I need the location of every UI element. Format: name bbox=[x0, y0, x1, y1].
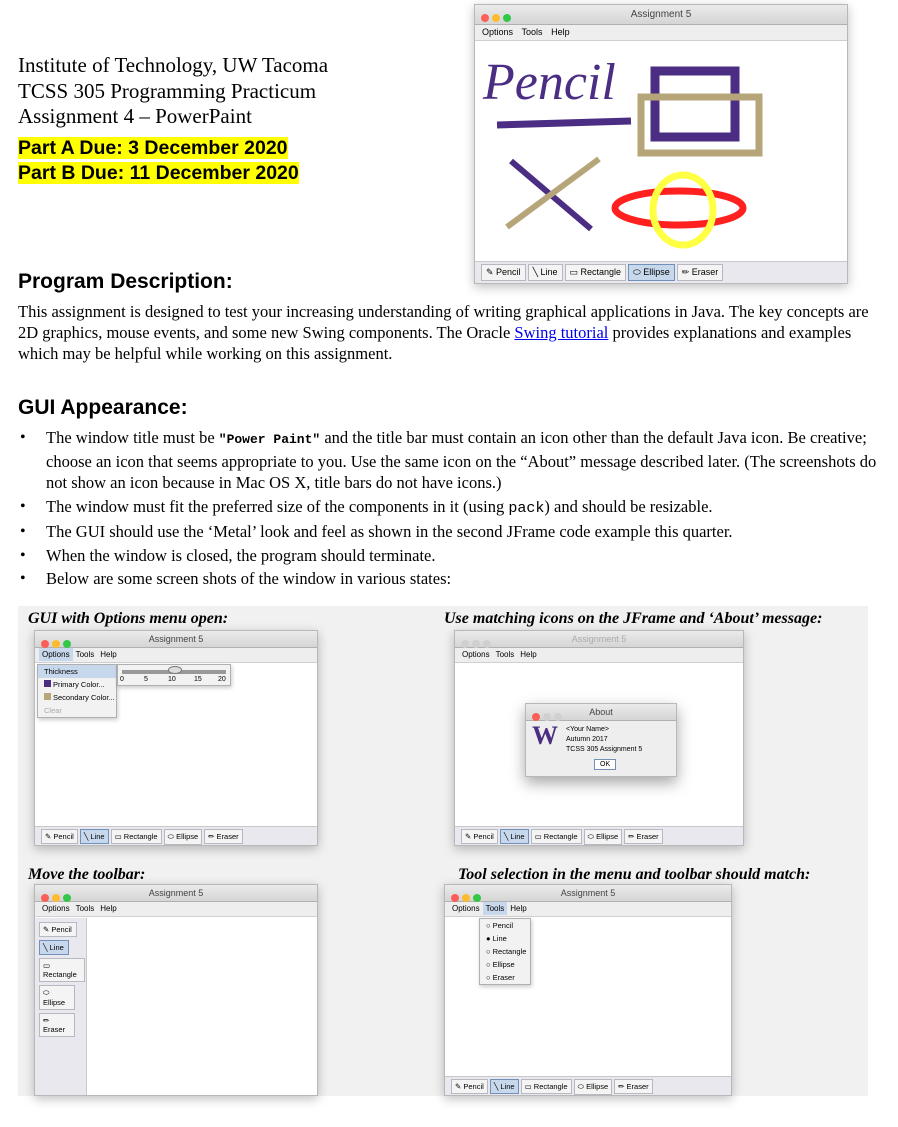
example-options-window: Assignment 5 Options Tools Help Thickness Primary Color... Secondary Color... Clear 0 5 10 15 20 ✎ Pencil ╲ Line ▭ Rectangle ⬭ Ellipse ✏ Eraser bbox=[34, 630, 318, 846]
purple-rectangle bbox=[655, 71, 735, 137]
list-item: • The window must fit the preferred size of the components in it (using pack) and should be resizable. bbox=[18, 496, 878, 520]
assignment-line: Assignment 4 – PowerPaint bbox=[18, 104, 252, 128]
menu-options[interactable]: Options bbox=[482, 27, 514, 37]
caption-options-menu: GUI with Options menu open: bbox=[28, 610, 229, 627]
part-a-due: Part A Due: 3 December 2020 bbox=[18, 136, 288, 159]
radio-eraser[interactable]: ○ Eraser bbox=[486, 973, 515, 982]
institute-line: Institute of Technology, UW Tacoma bbox=[18, 53, 329, 77]
part-b-due: Part B Due: 11 December 2020 bbox=[18, 161, 299, 184]
about-dialog bbox=[525, 703, 677, 777]
drawing-canvas[interactable] bbox=[475, 41, 847, 263]
menu-item-primary-color[interactable]: Primary Color... bbox=[38, 678, 116, 691]
radio-pencil[interactable]: ○ Pencil bbox=[486, 921, 514, 930]
powerpaint-window-screenshot bbox=[474, 4, 848, 284]
tool-bar bbox=[475, 261, 847, 283]
yellow-ellipse bbox=[653, 175, 713, 245]
list-item: • The GUI should use the ‘Metal’ look and feel as shown in the second JFrame code example this quarter. bbox=[18, 521, 878, 543]
menu-bar bbox=[475, 25, 847, 41]
caption-move-toolbar: Move the toolbar: bbox=[28, 866, 146, 883]
radio-line[interactable]: ● Line bbox=[486, 934, 507, 943]
tool-eraser-button[interactable]: ✏ Eraser bbox=[677, 264, 724, 281]
example-tools-menu-window: Assignment 5 Options Tools Help ○ Pencil ● Line ○ Rectangle ○ Ellipse ○ Eraser ✎ Pencil ╲ Line ▭ Rectangle ⬭ Ellipse ✏ Eraser bbox=[444, 884, 732, 1096]
document-header bbox=[18, 53, 458, 186]
radio-rectangle[interactable]: ○ Rectangle bbox=[486, 947, 527, 956]
caption-matching-icons: Use matching icons on the JFrame and ‘About’ message: bbox=[444, 610, 823, 627]
example-about-window: Assignment 5 Options Tools Help About W <Your Name> Autumn 2017 TCSS 305 Assignment 5 OK ✎ Pencil ╲ Line ▭ Rectangle ⬭ Ellipse ✏ Eraser bbox=[454, 630, 744, 846]
gui-appearance-heading: GUI Appearance: bbox=[18, 396, 188, 419]
gui-requirements-list bbox=[18, 427, 878, 592]
program-description-text: This assignment is designed to test your increasing understanding of writing graphical applications in Java. The key concepts are 2D graphics, mouse events, and some new Swing components. The Oracle Swing tutorial provides explanations and examples which may be helpful while working on this assignment. bbox=[18, 302, 869, 363]
course-line: TCSS 305 Programming Practicum bbox=[18, 78, 317, 103]
list-item: • The window title must be "Power Paint" and the title bar must contain an icon other than the default Java icon. Be creative; choose an icon that seems appropriate to you. Use the same icon on the “About” message described later. (The screenshots do not show an icon because in Mac OS X, title bars do not have icons.) bbox=[18, 427, 878, 494]
options-dropdown bbox=[37, 664, 117, 718]
slider-thumb[interactable] bbox=[168, 666, 182, 674]
menu-item-secondary-color[interactable]: Secondary Color... bbox=[38, 691, 116, 704]
tool-line-button[interactable]: ╲ Line bbox=[528, 264, 563, 281]
caption-tool-selection: Tool selection in the menu and toolbar should match: bbox=[458, 866, 811, 883]
screenshot-examples-panel bbox=[18, 606, 868, 1096]
menu-item-thickness[interactable]: Thickness bbox=[38, 665, 116, 678]
about-course: TCSS 305 Assignment 5 bbox=[566, 746, 643, 753]
swing-tutorial-link[interactable]: Swing tutorial bbox=[514, 323, 609, 342]
menu-tools[interactable]: Tools bbox=[521, 27, 543, 37]
title-bar bbox=[475, 5, 847, 25]
about-name: <Your Name> bbox=[566, 726, 609, 733]
tool-rectangle-button[interactable]: ▭ Rectangle bbox=[565, 264, 627, 281]
tool-bar: ✎ Pencil ╲ Line ▭ Rectangle ⬭ Ellipse ✏ Eraser bbox=[35, 826, 317, 845]
list-item: • Below are some screen shots of the window in various states: bbox=[18, 568, 878, 590]
uw-logo: W bbox=[532, 721, 558, 750]
about-term: Autumn 2017 bbox=[566, 736, 608, 743]
radio-ellipse[interactable]: ○ Ellipse bbox=[486, 960, 515, 969]
red-ellipse bbox=[615, 191, 743, 225]
pencil-scribble: Pencil bbox=[483, 54, 616, 111]
about-ok-button[interactable]: OK bbox=[594, 759, 616, 770]
tool-pencil-button[interactable]: ✎ Pencil bbox=[481, 264, 526, 281]
program-description-heading: Program Description: bbox=[18, 270, 233, 293]
example-moved-toolbar-window: Assignment 5 Options Tools Help ✎ Pencil ╲ Line ▭ Rectangle ⬭ Ellipse ✏ Eraser bbox=[34, 884, 318, 1096]
thickness-slider-popup[interactable]: 0 5 10 15 20 bbox=[117, 664, 231, 686]
menu-options[interactable]: Options bbox=[39, 648, 73, 661]
menu-help[interactable]: Help bbox=[551, 27, 570, 37]
list-item: • When the window is closed, the program should terminate. bbox=[18, 545, 878, 567]
pencil-underline bbox=[497, 121, 631, 125]
vertical-tool-bar: ✎ Pencil ╲ Line ▭ Rectangle ⬭ Ellipse ✏ Eraser bbox=[35, 918, 87, 1095]
tools-dropdown bbox=[479, 918, 531, 985]
window-title: Assignment 5 bbox=[630, 9, 692, 20]
tool-ellipse-button[interactable]: ⬭ Ellipse bbox=[628, 264, 675, 281]
menu-tools[interactable]: Tools bbox=[483, 902, 508, 915]
menu-item-clear[interactable]: Clear bbox=[44, 706, 62, 715]
about-title: About bbox=[589, 707, 613, 717]
